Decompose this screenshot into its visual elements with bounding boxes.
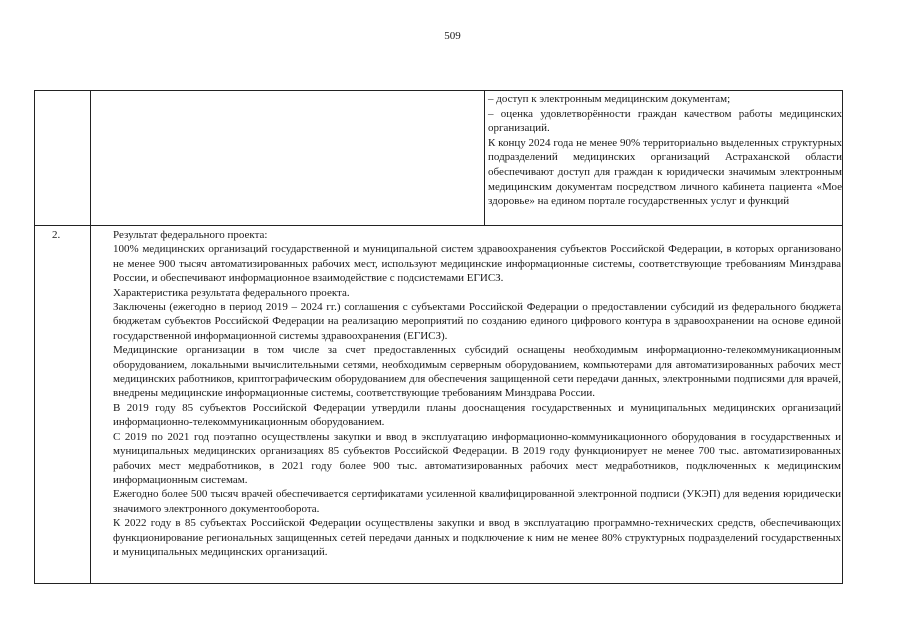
text-line: К концу 2024 года не менее 90% территориально выделенных структурных подразделений медицинских организаций Астраханской области обеспечивают доступ для граждан к юридически значимым электронным медицинским документам посредством личного кабинета пациента «Мое здоровье» на едином портале государственных услуг и функций	[488, 136, 842, 208]
paragraph: Ежегодно более 500 тысяч врачей обеспечивается сертификатами усиленной квалифицированной электронной подписи (УКЭП) для ведения юридически значимого электронного документооборота.	[113, 488, 841, 515]
paragraph: Медицинские организации в том числе за счет предоставленных субсидий оснащены необходимым информационно-телекоммуникационным оборудованием, локальными вычислительными сетями, необходимым серверным оборудованием, компьютерами для автоматизированных рабочих мест медицинских работников, криптографическим оборудованием для обеспечения защищенной сети передачи данных, электронными подписями для врачей, внедрены медицинские информационные системы, соответствующие требованиям Минздрава России.	[113, 344, 841, 400]
paragraph: К 2022 году в 85 субъектах Российской Федерации осуществлены закупки и ввод в эксплуатацию программно-технических средств, обеспечивающих функционирование региональных защищенных сетей передачи данных и подключение к ним не менее 80% структурных подразделений государственных и муниципальных медицинских организаций.	[113, 517, 841, 558]
column-divider-1	[90, 90, 91, 584]
page-number: 509	[444, 30, 461, 42]
text-line: – доступ к электронным медицинским документам;	[488, 93, 731, 105]
row-divider	[34, 225, 843, 226]
paragraph: Характеристика результата федерального проекта.	[113, 286, 350, 299]
text-line: – оценка удовлетворённости граждан качеством работы медицинских организаций.	[488, 107, 842, 135]
paragraph: 100% медицинских организаций государственной и муниципальной систем здравоохранения субъектов Российской Федерации, в которых организовано не менее 900 тысяч автоматизированных рабочих мест, используют медицинские информационные системы, соответствующие требованиям Минздрава России, и обеспечивают информационное взаимодействие с подсистемами ЕГИСЗ.	[113, 243, 841, 285]
paragraph: Заключены (ежегодно в период 2019 – 2024 гг.) соглашения с субъектами Российской Федерации о предоставлении субсидий из федерального бюджета бюджетам субъектов Российской Федерации на реализацию мероприятий по созданию единого цифрового контура в здравоохранении на основе единой государственной информационной системы здравоохранения (ЕГИСЗ).	[113, 301, 841, 342]
table-cell-indicators	[488, 92, 842, 209]
column-divider-2	[484, 90, 485, 226]
paragraph: Результат федерального проекта:	[113, 229, 268, 241]
table-cell-result	[113, 228, 841, 559]
paragraph: С 2019 по 2021 год поэтапно осуществлены закупки и ввод в эксплуатацию информационно-коммуникационного оборудования в государственных и муниципальных медицинских организациях 85 субъектов Российской Федерации. В 2019 году функционирует не менее 700 тыс. автоматизированных рабочих мест медработников, в 2021 году более 900 тыс. автоматизированных рабочих мест медработников, подключенных к медицинским информационным системам.	[113, 430, 841, 486]
row-number: 2.	[52, 229, 61, 241]
paragraph: В 2019 году 85 субъектов Российской Федерации утвердили планы дооснащения государственных и муниципальных медицинских организаций информационно-телекоммуникационным оборудованием.	[113, 401, 841, 429]
